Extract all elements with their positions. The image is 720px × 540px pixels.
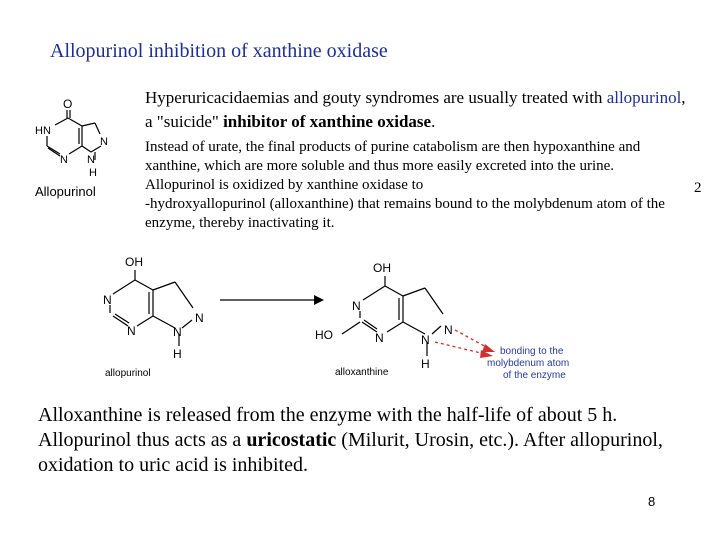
intro-text-2: , a "suicide" <box>145 88 686 131</box>
detail-paragraph <box>145 138 702 233</box>
atom-n-8: N <box>352 299 361 313</box>
slide-title: Allopurinol inhibition of xanthine oxidase <box>50 40 388 62</box>
annotation-line-1: bonding to the <box>500 346 564 357</box>
bottom-text-1: Alloxanthine is released from the enzyme with the half-life of about 5 h. Allopurinol thus acts as a <box>38 404 618 451</box>
annotation-line-3: of the enzyme <box>503 370 566 381</box>
bond-arrow-2 <box>435 342 485 354</box>
bottom-paragraph <box>38 403 698 478</box>
intro-text-1: Hyperuricacidaemias and gouty syndromes are usually treated with <box>145 88 607 107</box>
atom-oh: OH <box>125 255 143 269</box>
detail-continuation: -hydroxyallopurinol (alloxanthine) that remains bound to the molybdenum atom of the enzyme, thereby inactivating it. <box>145 196 665 231</box>
bond-arrow-1 <box>455 330 488 348</box>
allopurinol-structure-left <box>95 250 225 378</box>
reaction-arrow <box>218 290 328 310</box>
atom-oh-2: OH <box>373 261 391 275</box>
atom-n-2: N <box>100 136 108 148</box>
allopurinol-structure-top <box>25 88 135 183</box>
atom-n-10: N <box>444 323 453 337</box>
detail-text: Instead of urate, the final products of purine catabolism are then hypoxanthine and xanthine, which are more soluble and thus more easily excreted into the urine. Allopurinol is oxidized by xanthine oxidase to <box>145 139 641 193</box>
detail-number: 2 <box>694 180 702 196</box>
atom-o: O <box>63 97 73 111</box>
atom-n-3: N <box>87 154 95 166</box>
atom-n-4: N <box>103 293 112 307</box>
atom-n-7: N <box>173 325 182 339</box>
intro-paragraph <box>145 86 690 134</box>
allopurinol-caption: allopurinol <box>105 368 151 378</box>
alloxanthine-structure <box>315 256 615 384</box>
atom-hn: HN <box>35 125 51 137</box>
atom-ho: HO <box>315 328 333 342</box>
allopurinol-label: Allopurinol <box>35 184 96 199</box>
intro-text-3: . <box>431 112 436 131</box>
atom-n-6: N <box>195 311 204 325</box>
bottom-text-2: (Milurit, Urosin, etc.). After allopurinol, oxidation to uric acid is inhibited. <box>38 429 663 476</box>
atom-h: H <box>89 167 97 179</box>
page-number: 8 <box>648 494 656 509</box>
atom-n-9: N <box>375 331 384 345</box>
annotation-line-2: molybdenum atom <box>487 358 570 369</box>
intro-drug-name: allopurinol <box>606 88 682 107</box>
bottom-bold-term: uricostatic <box>246 429 337 451</box>
atom-n-5: N <box>127 324 136 338</box>
intro-bold-phrase: inhibitor of xanthine oxidase <box>223 112 432 131</box>
atom-h-3: H <box>421 357 430 371</box>
atom-n-1: N <box>60 154 68 166</box>
alloxanthine-caption: alloxanthine <box>335 367 389 378</box>
atom-n-11: N <box>421 333 430 347</box>
atom-h-2: H <box>173 347 182 361</box>
